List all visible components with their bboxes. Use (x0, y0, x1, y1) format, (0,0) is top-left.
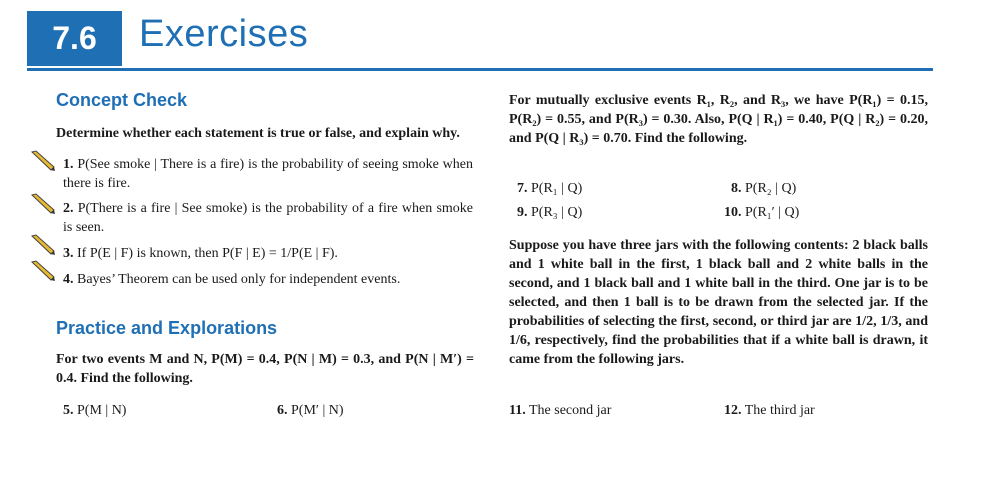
exercise-number: 6. (277, 403, 288, 418)
exercise-text: P(M′ | N) (291, 403, 344, 418)
jar-problem: Suppose you have three jars with the following contents: 2 black balls and 1 white ball in the first, 1 black ball and 2 white balls in the second, and 1 black ball and 1 white ball in the third. One jar is to be selected, and then 1 ball is to be drawn from the selected jar. If the probabilities of selecting the first, second, or third jar are 1/2, 1/3, and 1/6, respectively, find the probabilities that if a white ball is drawn, it came from the following jars. (509, 238, 928, 367)
pencil-icon (30, 234, 56, 256)
exercise-text: P(See smoke | There is a fire) is the probability of seeing smoke when there is fire. (63, 157, 473, 191)
exercise-item (724, 203, 799, 222)
exercise-number: 1. (63, 157, 74, 172)
exercise-item (731, 179, 796, 198)
exercise-item (724, 401, 815, 420)
practice-heading: Practice and Explorations (56, 318, 278, 338)
exercise-text: P(R₁ | Q) (531, 181, 583, 196)
exercise-number: 2. (63, 201, 74, 216)
concept-check-heading: Concept Check (56, 90, 188, 110)
exercise-item (63, 155, 473, 193)
exercise-text: Bayes’ Theorem can be used only for independent events. (77, 272, 401, 287)
exercise-number: 8. (731, 181, 742, 196)
events-intro: For mutually exclusive events R₁, R₂, and R₃, we have P(R₁) = 0.15, P(R₂) = 0.55, and P(R₃) = 0.30. Also, P(Q | R₁) = 0.40, P(Q | R₂) = 0.20, and P(Q | R₃) = 0.70. Find the following. (509, 93, 928, 146)
exercise-item (517, 179, 582, 198)
exercise-text: P(R₂ | Q) (745, 181, 797, 196)
section-title: Exercises (139, 13, 309, 55)
pencil-icon (30, 260, 56, 282)
exercise-text: P(R₁′ | Q) (745, 205, 800, 220)
exercise-item (277, 401, 344, 420)
exercise-number: 7. (517, 181, 528, 196)
exercise-text: P(M | N) (77, 403, 127, 418)
exercise-item (517, 203, 582, 222)
exercise-number: 3. (63, 246, 74, 261)
exercise-item (63, 244, 473, 263)
exercise-number: 9. (517, 205, 528, 220)
exercise-number: 11. (509, 403, 526, 418)
pencil-icon (30, 150, 56, 172)
concept-check-instruction: Determine whether each statement is true or false, and explain why. (56, 126, 460, 141)
exercise-text: P(There is a fire | See smoke) is the probability of a fire when smoke is seen. (63, 201, 474, 235)
exercise-text: The second jar (528, 403, 612, 418)
practice-intro: For two events M and N, P(M) = 0.4, P(N | M) = 0.3, and P(N | M′) = 0.4. Find the following. (56, 352, 474, 386)
exercise-item (509, 401, 611, 420)
exercise-item (63, 270, 473, 289)
exercise-text: P(R₃ | Q) (531, 205, 583, 220)
exercise-text: If P(E | F) is known, then P(F | E) = 1/P(E | F). (77, 246, 338, 261)
exercise-number: 12. (724, 403, 742, 418)
header-rule (27, 68, 933, 71)
exercise-number: 4. (63, 272, 74, 287)
exercise-item (63, 199, 473, 237)
exercise-number: 10. (724, 205, 742, 220)
exercise-item (63, 401, 126, 420)
exercise-number: 5. (63, 403, 74, 418)
pencil-icon (30, 193, 56, 215)
exercise-text: The third jar (744, 403, 815, 418)
section-number-badge: 7.6 (27, 11, 122, 66)
